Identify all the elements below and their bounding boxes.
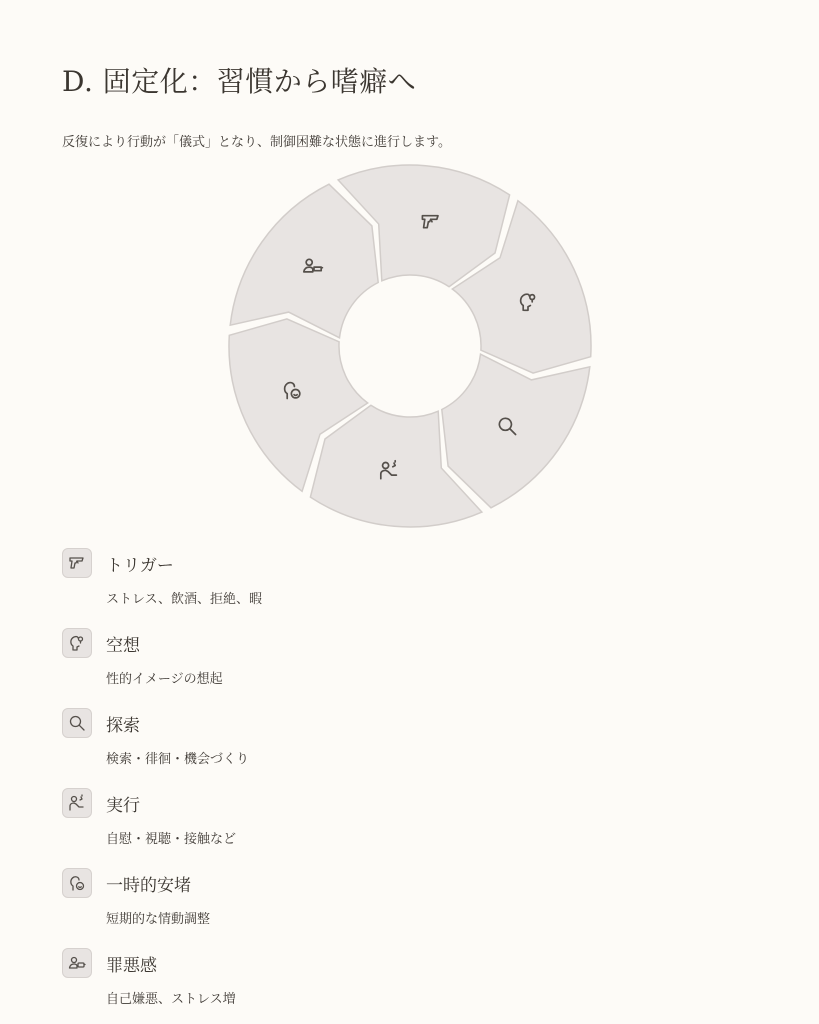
cycle-segment (442, 354, 590, 508)
search-icon (62, 708, 92, 738)
legend-title: 空想 (106, 636, 140, 656)
person-guilt-icon (62, 948, 92, 978)
page-title: D. 固定化：習慣から嗜癖へ (62, 65, 417, 98)
head-smile-icon (62, 868, 92, 898)
legend-desc: ストレス、飲酒、拒絶、暇 (106, 592, 263, 607)
legend-item-relief (62, 868, 762, 948)
gun-icon (62, 548, 92, 578)
cycle-segment (230, 184, 378, 338)
legend-item-trigger (62, 548, 762, 628)
legend-desc: 性的イメージの想起 (106, 672, 223, 687)
cycle-svg (220, 160, 600, 540)
legend-desc: 自慰・視聴・接触など (106, 832, 237, 847)
legend-item-search (62, 708, 762, 788)
legend-title: 罪悪感 (106, 956, 157, 976)
legend-item-action (62, 788, 762, 868)
legend-title: 一時的安堵 (106, 876, 191, 896)
legend-title: 実行 (106, 796, 140, 816)
legend-item-fantasy (62, 628, 762, 708)
legend-desc: 短期的な情動調整 (106, 912, 211, 927)
legend-title: トリガー (106, 556, 174, 576)
page-subtitle: 反復により行動が「儀式」となり、制御困難な状態に進行します。 (62, 135, 451, 150)
legend-desc: 自己嫌悪、ストレス増 (106, 992, 236, 1007)
cycle-diagram (220, 160, 600, 540)
legend-title: 探索 (106, 716, 140, 736)
legend (62, 548, 762, 1024)
person-action-icon (62, 788, 92, 818)
legend-desc: 検索・徘徊・機会づくり (106, 752, 250, 767)
legend-item-guilt (62, 948, 762, 1024)
head-thought-icon (62, 628, 92, 658)
